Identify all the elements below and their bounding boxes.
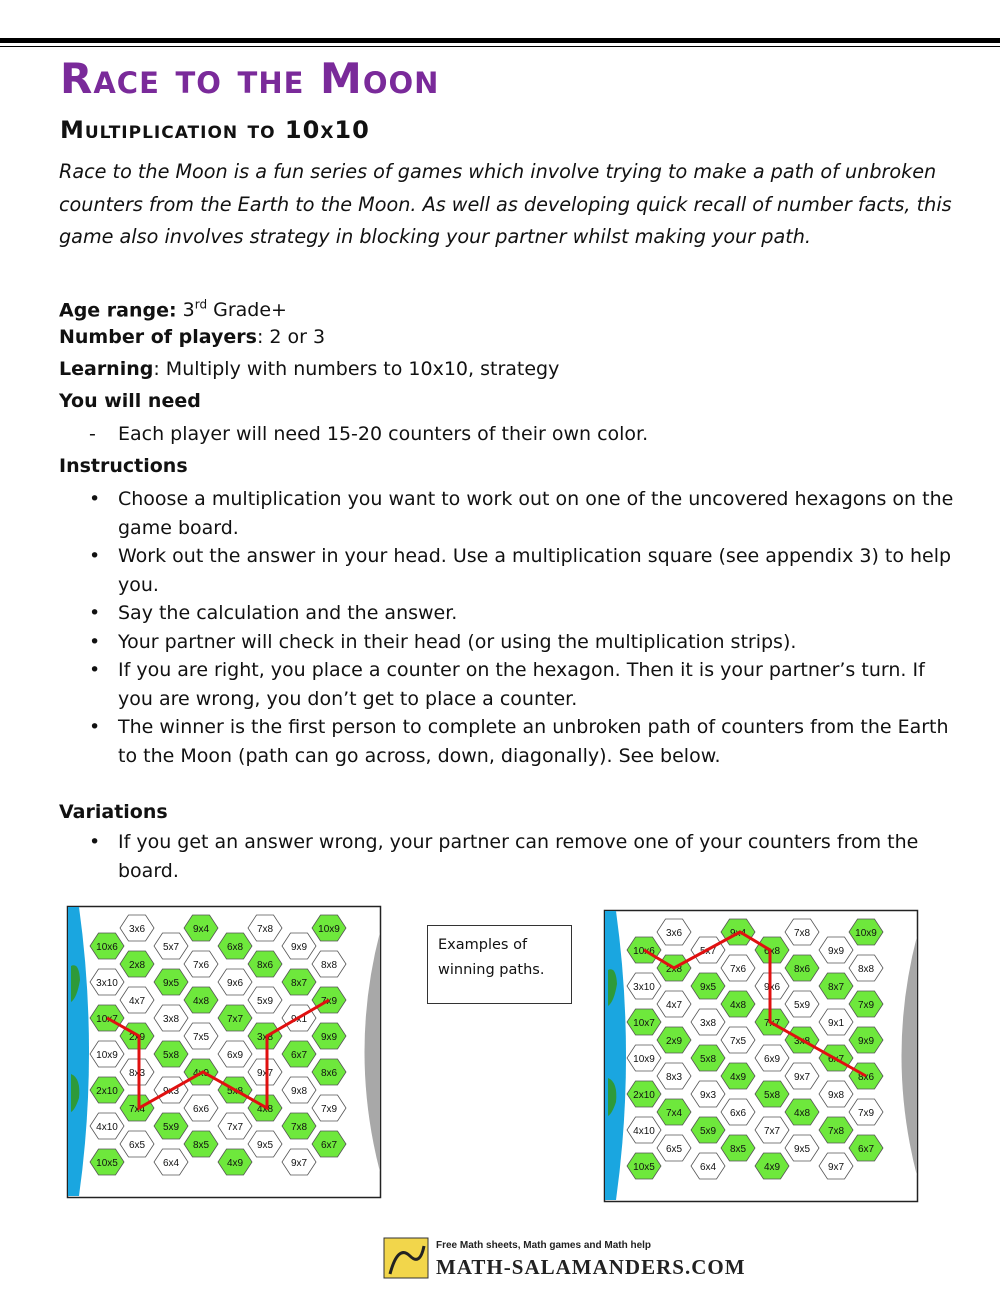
board-hex-label: 7x9: [320, 996, 338, 1007]
logo-name: MATH-SALAMANDERS.COM: [436, 1255, 746, 1279]
board-hex-label: 9x9: [827, 946, 845, 957]
board-hex-label: 9x5: [256, 1140, 274, 1151]
board-hex-label: 8x5: [192, 1140, 210, 1151]
board-hex-label: 3x8: [162, 1014, 180, 1025]
learning-line: [59, 355, 559, 383]
board-hex-label: 10x5: [633, 1162, 655, 1173]
board-hex-label: 3x10: [633, 982, 655, 993]
players-label: Number of players: [59, 326, 257, 348]
board-hex-label: 7x9: [320, 1104, 338, 1115]
board-hex-label: 6x7: [827, 1054, 845, 1065]
list-item: • Say the calculation and the answer.: [89, 602, 458, 624]
board-hex-label: 2x10: [96, 1086, 118, 1097]
board-hex-label: 10x9: [318, 924, 340, 935]
board-hex-label: 7x8: [827, 1126, 845, 1137]
board-hex-label: 8x6: [256, 960, 274, 971]
board-hex-label: 9x7: [827, 1162, 845, 1173]
board-hex-label: 7x4: [128, 1104, 146, 1115]
board-hex-label: 7x8: [290, 1122, 308, 1133]
board-hex-label: 7x6: [729, 964, 747, 975]
board-hex-label: 6x8: [763, 946, 781, 957]
need-heading: You will need: [59, 390, 201, 412]
list-item: • If you get an answer wrong, your partner can remove one of your counters from the board.: [89, 831, 919, 882]
board-hex-label: 4x10: [96, 1122, 118, 1133]
learning-label: Learning: [59, 358, 154, 380]
board-hex-label: 5x7: [699, 946, 717, 957]
game-board-left: [67, 906, 381, 1198]
board-hex-label: 5x8: [226, 1086, 244, 1097]
instructions-heading: Instructions: [59, 455, 188, 477]
board-hex-label: 8x3: [665, 1072, 683, 1083]
board-hex-label: 9x9: [290, 942, 308, 953]
list-item: • If you are right, you place a counter on the hexagon. Then it is your partner’s turn. If you are wrong, you don’t get to place a counter.: [89, 659, 925, 710]
board-hex-label: 2x9: [665, 1036, 683, 1047]
board-hex-label: 6x6: [192, 1104, 210, 1115]
list-item: • The winner is the first person to complete an unbroken path of counters from the Earth to the Moon (path can go across, down, diagonally). See below.: [89, 716, 949, 767]
board-hex-label: 2x8: [128, 960, 146, 971]
board-hex-label: 3x6: [665, 928, 683, 939]
board-hex-label: 3x10: [96, 978, 118, 989]
board-hex-label: 9x5: [793, 1144, 811, 1155]
board-hex-label: 3x8: [793, 1036, 811, 1047]
board-hex-label: 4x9: [729, 1072, 747, 1083]
examples-line-1: Examples of: [438, 937, 528, 953]
board-hex-label: 7x7: [226, 1122, 244, 1133]
math-salamanders-logo: [380, 1236, 746, 1282]
board-hex-label: 4x8: [192, 996, 210, 1007]
need-list: [59, 420, 959, 449]
board-hex-label: 7x7: [763, 1126, 781, 1137]
board-hex-label: 9x3: [162, 1086, 180, 1097]
board-hex-label: 7x9: [857, 1000, 875, 1011]
board-hex-label: 5x9: [793, 1000, 811, 1011]
board-hex-label: 5x8: [162, 1050, 180, 1061]
board-hex-label: 5x8: [699, 1054, 717, 1065]
board-hex-label: 9x7: [290, 1158, 308, 1169]
board-hex-label: 7x7: [226, 1014, 244, 1025]
board-hex-label: 8x7: [290, 978, 308, 989]
board-hex-label: 9x9: [320, 1032, 338, 1043]
board-hex-label: 9x3: [699, 1090, 717, 1101]
age-range-line: [59, 291, 287, 324]
board-hex-label: 6x7: [320, 1140, 338, 1151]
players-line: [59, 323, 325, 351]
board-hex-label: 6x9: [763, 1054, 781, 1065]
age-range-value: 3rd Grade+: [182, 298, 287, 322]
board-hex-label: 7x5: [729, 1036, 747, 1047]
learning-value: : Multiply with numbers to 10x10, strategy: [153, 358, 560, 380]
board-hex-label: 4x7: [665, 1000, 683, 1011]
page-subtitle: Multiplication to 10x10: [60, 116, 370, 144]
instructions-list: [59, 485, 959, 770]
board-hex-label: 5x9: [699, 1126, 717, 1137]
board-hex-label: 9x1: [290, 1014, 308, 1025]
board-hex-label: 4x9: [763, 1162, 781, 1173]
board-hex-label: 9x1: [827, 1018, 845, 1029]
board-hex-label: 9x8: [827, 1090, 845, 1101]
board-hex-label: 8x7: [827, 982, 845, 993]
list-item: - Each player will need 15-20 counters of their own color.: [89, 423, 649, 445]
board-hex-label: 8x6: [857, 1072, 875, 1083]
board-hex-label: 10x9: [855, 928, 877, 939]
board-hex-label: 8x3: [128, 1068, 146, 1079]
board-hex-label: 3x6: [128, 924, 146, 935]
board-hex-label: 9x4: [192, 924, 210, 935]
board-hex-label: 9x4: [729, 928, 747, 939]
game-board-right: [604, 910, 918, 1202]
board-hex-label: 7x7: [763, 1018, 781, 1029]
board-hex-label: 2x8: [665, 964, 683, 975]
page-title: Race to the Moon: [60, 54, 440, 103]
board-hex-label: 4x10: [633, 1126, 655, 1137]
board-hex-label: 10x9: [96, 1050, 118, 1061]
board-hex-label: 10x6: [633, 946, 655, 957]
board-hex-label: 8x5: [729, 1144, 747, 1155]
board-hex-label: 5x9: [256, 996, 274, 1007]
board-hex-label: 7x9: [857, 1108, 875, 1119]
board-hex-label: 8x6: [793, 964, 811, 975]
board-hex-label: 9x6: [763, 982, 781, 993]
board-hex-label: 6x5: [128, 1140, 146, 1151]
age-range-label: Age range:: [59, 299, 177, 322]
list-item: • Your partner will check in their head (or using the multiplication strips).: [89, 630, 797, 653]
board-hex-label: 6x9: [226, 1050, 244, 1061]
board-hex-label: 6x5: [665, 1144, 683, 1155]
board-hex-label: 10x7: [96, 1014, 118, 1025]
board-hex-label: 9x7: [256, 1068, 274, 1079]
board-hex-label: 9x8: [290, 1086, 308, 1097]
variations-list: [59, 828, 959, 885]
board-hex-label: 9x7: [793, 1072, 811, 1083]
board-hex-label: 4x7: [128, 996, 146, 1007]
board-hex-label: 10x6: [96, 942, 118, 953]
top-rule-thin: [0, 46, 1000, 47]
logo-tagline: Free Math sheets, Math games and Math help: [436, 1240, 652, 1251]
board-hex-label: 4x8: [793, 1108, 811, 1119]
board-hex-label: 5x8: [763, 1090, 781, 1101]
board-hex-label: 2x10: [633, 1090, 655, 1101]
board-hex-label: 4x9: [192, 1068, 210, 1079]
board-hex-label: 6x4: [162, 1158, 180, 1169]
board-hex-label: 6x7: [857, 1144, 875, 1155]
board-hex-label: 9x6: [226, 978, 244, 989]
board-hex-label: 3x8: [256, 1032, 274, 1043]
board-hex-label: 6x4: [699, 1162, 717, 1173]
board-hex-label: 6x7: [290, 1050, 308, 1061]
board-hex-label: 7x5: [192, 1032, 210, 1043]
board-hex-label: 9x5: [162, 978, 180, 989]
board-hex-label: 7x4: [665, 1108, 683, 1119]
players-value: : 2 or 3: [256, 326, 326, 348]
examples-box: [427, 925, 572, 1004]
board-hex-label: 7x6: [192, 960, 210, 971]
board-hex-label: 4x9: [226, 1158, 244, 1169]
board-hex-label: 10x9: [633, 1054, 655, 1065]
board-hex-label: 10x7: [633, 1018, 655, 1029]
board-hex-label: 5x9: [162, 1122, 180, 1133]
board-hex-label: 4x8: [256, 1104, 274, 1115]
top-rule-thick: [0, 38, 1000, 43]
intro-paragraph: Race to the Moon is a fun series of games which involve trying to make a path of unbroken counters from the Earth to the Moon. As well as developing quick recall of number facts, this game also involves strategy in blocking your partner whilst making your path.: [59, 160, 952, 248]
board-hex-label: 8x8: [320, 960, 338, 971]
variations-heading: Variations: [59, 801, 168, 823]
board-hex-label: 8x8: [857, 964, 875, 975]
board-hex-label: 2x9: [128, 1032, 146, 1043]
board-hex-label: 3x8: [699, 1018, 717, 1029]
board-hex-label: 7x8: [793, 928, 811, 939]
board-hex-label: 9x9: [857, 1036, 875, 1047]
board-hex-label: 5x7: [162, 942, 180, 953]
list-item: • Work out the answer in your head. Use a multiplication square (see appendix 3) to help you.: [89, 545, 952, 596]
board-hex-label: 9x5: [699, 982, 717, 993]
examples-line-2: winning paths.: [438, 962, 545, 978]
board-hex-label: 7x8: [256, 924, 274, 935]
board-hex-label: 6x6: [729, 1108, 747, 1119]
list-item: • Choose a multiplication you want to work out on one of the uncovered hexagons on the game board.: [89, 488, 954, 539]
board-hex-label: 10x5: [96, 1158, 118, 1169]
board-hex-label: 8x6: [320, 1068, 338, 1079]
board-hex-label: 6x8: [226, 942, 244, 953]
board-hex-label: 4x8: [729, 1000, 747, 1011]
